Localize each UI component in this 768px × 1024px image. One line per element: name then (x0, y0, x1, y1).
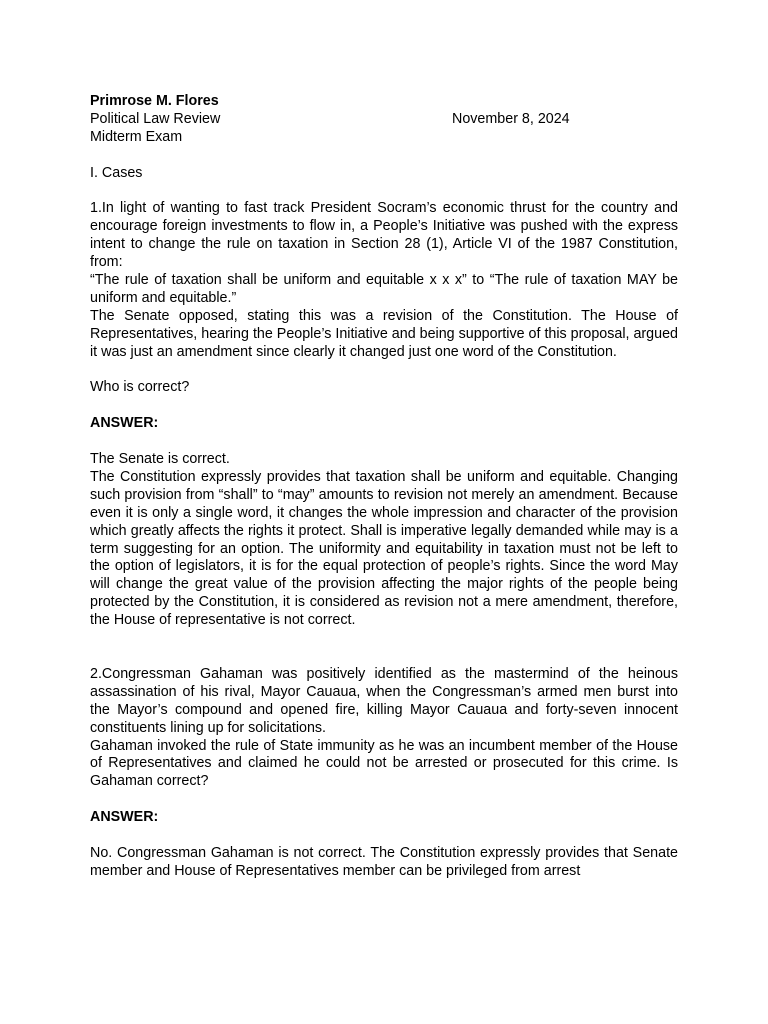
spacer (90, 183, 678, 201)
author-name: Primrose M. Flores (90, 93, 219, 109)
spacer (90, 791, 678, 809)
spacer (90, 433, 678, 451)
q2-answer-label: ANSWER: (90, 809, 159, 826)
spacer (90, 827, 678, 845)
spacer (90, 362, 678, 380)
q2-question-issue: Gahaman invoked the rule of State immunity as he was an incumbent member of the House of Representatives and claimed he could not be arrested or prosecuted for this crime. Is Gahaman correct? (90, 737, 678, 790)
spacer (90, 397, 678, 415)
q1-question-intro: 1.In light of wanting to fast track President Socram’s economic thrust for the country and encourage foreign investments to flow in, a People’s Initiative was pushed with the express intent to change the rule on taxation in Section 28 (1), Article VI of the 1987 Constitution, from: (90, 200, 678, 271)
q1-answer-verdict: The Senate is correct. (90, 451, 230, 468)
spacer (90, 630, 678, 666)
q1-question-quote: “The rule of taxation shall be uniform and equitable x x x” to “The rule of taxation MAY be uniform and equitable.” (90, 272, 678, 306)
document-page (90, 93, 678, 881)
spacer (90, 147, 678, 165)
course-date-row (90, 111, 678, 129)
exam-date: November 8, 2024 (452, 110, 570, 127)
exam-type: Midterm Exam (90, 128, 183, 145)
q1-answer-label: ANSWER: (90, 415, 159, 432)
section-title: I. Cases (90, 164, 143, 181)
course-title: Political Law Review (90, 110, 221, 127)
q1-question-context: The Senate opposed, stating this was a revision of the Constitution. The House of Representatives, hearing the People’s Initiative and being supportive of this proposal, argued it was just an amendment since clearly it changed just one word of the Constitution. (90, 307, 678, 360)
q2-answer-body: No. Congressman Gahaman is not correct. The Constitution expressly provides that Senate member and House of Representatives member can be privileged from arrest (90, 844, 678, 879)
q1-prompt: Who is correct? (90, 379, 190, 396)
q2-question-facts: 2.Congressman Gahaman was positively identified as the mastermind of the heinous assassination of his rival, Mayor Cauaua, when the Congressman’s armed men burst into the Mayor’s compound and opened fire, killing Mayor Cauaua and forty-seven innocent constituents lining up for solicitations. (90, 665, 678, 736)
q1-answer-body: The Constitution expressly provides that taxation shall be uniform and equitable. Changing such provision from “shall” to “may” amounts to revision not merely an amendment. Because even it is only a single word, it changes the whole impression and character of the provision which greatly affects the rights it protect. Shall is imperative legally demanded while may is a term suggesting for an option. The uniformity and equitability in taxation must not be left to the option of legislators, it is for the equal protection of people’s rights. Since the word May will change the great value of the provision affecting the major rights of the people being protected by the Constitution, it is considered as revision not a mere amendment, therefore, the House of representative is not correct. (90, 468, 678, 629)
